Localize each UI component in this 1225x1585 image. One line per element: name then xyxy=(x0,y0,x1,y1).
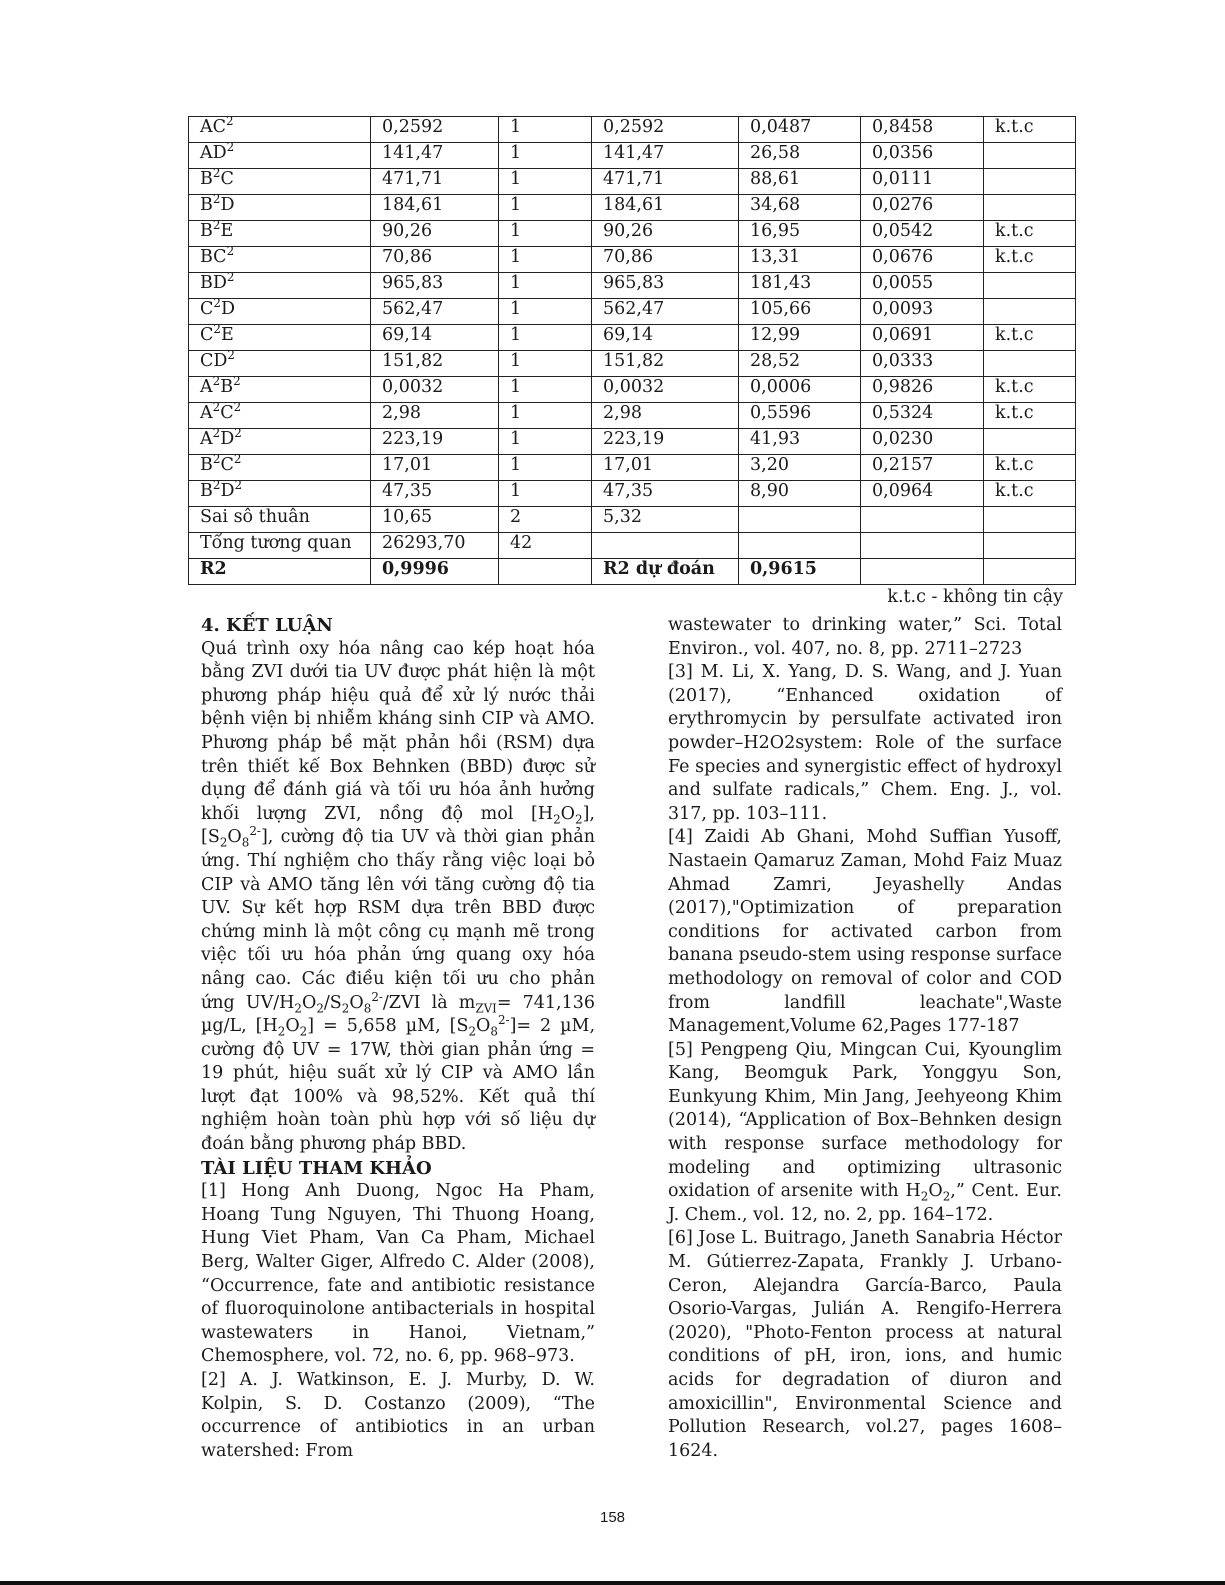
table-cell xyxy=(739,507,861,533)
bottom-rule xyxy=(0,1581,1225,1585)
table-cell: 223,19 xyxy=(371,429,499,455)
table-cell: 0,0055 xyxy=(861,273,984,299)
table-cell xyxy=(984,429,1076,455)
table-cell: 1 xyxy=(499,273,592,299)
table-row xyxy=(189,377,1076,403)
reference-item: [2] A. J. Watkinson, E. J. Murby, D. W. Kolpin, S. D. Costanzo (2009), “The occurrence of antibiotics in an urban watershed: From xyxy=(201,1370,595,1461)
table-cell: 90,26 xyxy=(592,221,739,247)
table-cell: 90,26 xyxy=(371,221,499,247)
reference-item: [3] M. Li, X. Yang, D. S. Wang, and J. Yuan (2017), “Enhanced oxidation of erythromycin by persulfate activated iron powder–H2O2system: Role of the surface Fe species and synergistic effect of hydroxyl and sulfate radicals,” Chem. Eng. J., vol. 317, pp. 103–111. xyxy=(668,662,1062,824)
table-cell: 1 xyxy=(499,247,592,273)
table-cell: 69,14 xyxy=(592,325,739,351)
table-cell: 0,2592 xyxy=(592,117,739,143)
table-cell: R2 dự đoán xyxy=(592,559,739,585)
left-column xyxy=(201,614,595,1463)
table-row xyxy=(189,247,1076,273)
table-cell: 47,35 xyxy=(371,481,499,507)
table-cell: 1 xyxy=(499,143,592,169)
table-cell: 1 xyxy=(499,117,592,143)
table-cell: Tổng tương quan xyxy=(189,533,371,559)
table-cell: 0,9615 xyxy=(739,559,861,585)
table-cell: 0,0093 xyxy=(861,299,984,325)
table-body xyxy=(189,117,1076,585)
page-number: 158 xyxy=(599,1509,626,1526)
table-cell: 141,47 xyxy=(371,143,499,169)
anova-table xyxy=(188,116,1076,585)
table-cell: $C^2E$ xyxy=(189,325,371,351)
table-cell: $AC^2$ xyxy=(189,117,371,143)
table-footnote: k.t.c - không tin cậy xyxy=(887,587,1063,607)
conclusion-heading: 4. KẾT LUẬN xyxy=(201,615,333,636)
table-row xyxy=(189,481,1076,507)
table-row xyxy=(189,143,1076,169)
table-cell: $BC^2$ xyxy=(189,247,371,273)
table-cell: 28,52 xyxy=(739,351,861,377)
table-cell: $B^2D$ xyxy=(189,195,371,221)
table-cell: 184,61 xyxy=(371,195,499,221)
table-cell: 151,82 xyxy=(371,351,499,377)
right-column xyxy=(668,614,1062,1463)
table-cell: 0,0111 xyxy=(861,169,984,195)
table-cell: 0,2592 xyxy=(371,117,499,143)
table-cell: 0,0032 xyxy=(592,377,739,403)
table-cell: 562,47 xyxy=(371,299,499,325)
table-cell xyxy=(984,169,1076,195)
table-cell xyxy=(984,559,1076,585)
table-cell: 34,68 xyxy=(739,195,861,221)
table-cell: 0,5596 xyxy=(739,403,861,429)
table-cell: k.t.c xyxy=(984,247,1076,273)
table-cell xyxy=(592,533,739,559)
table-cell xyxy=(739,533,861,559)
table-cell: $C^2D$ xyxy=(189,299,371,325)
table-cell xyxy=(861,559,984,585)
table-row xyxy=(189,507,1076,533)
table-cell: 965,83 xyxy=(371,273,499,299)
table-cell: 223,19 xyxy=(592,429,739,455)
table-cell: 17,01 xyxy=(371,455,499,481)
table-cell: 42 xyxy=(499,533,592,559)
table-cell xyxy=(984,195,1076,221)
table-cell: 562,47 xyxy=(592,299,739,325)
table-cell: 2,98 xyxy=(592,403,739,429)
table-cell: 70,86 xyxy=(371,247,499,273)
table-cell: 184,61 xyxy=(592,195,739,221)
table-cell: 13,31 xyxy=(739,247,861,273)
table-cell: 151,82 xyxy=(592,351,739,377)
table-cell: $B^2C$ xyxy=(189,169,371,195)
table-cell xyxy=(861,507,984,533)
table-cell: 1 xyxy=(499,455,592,481)
table-cell: $A^2D^2$ xyxy=(189,429,371,455)
table-cell: 1 xyxy=(499,481,592,507)
table-cell: Sai sô thuân xyxy=(189,507,371,533)
table-cell: 1 xyxy=(499,377,592,403)
table-cell: $A^2B^2$ xyxy=(189,377,371,403)
table-cell: k.t.c xyxy=(984,403,1076,429)
table-cell: 1 xyxy=(499,429,592,455)
references-heading: TÀI LIỆU THAM KHẢO xyxy=(201,1157,432,1179)
table-cell: 0,2157 xyxy=(861,455,984,481)
table-cell: 1 xyxy=(499,299,592,325)
table-cell: 1 xyxy=(499,325,592,351)
table-cell: 12,99 xyxy=(739,325,861,351)
table-cell: 1 xyxy=(499,403,592,429)
reference-item: [1] Hong Anh Duong, Ngoc Ha Pham, Hoang Tung Nguyen, Thi Thuong Hoang, Hung Viet Pham, Van Ca Pham, Michael Berg, Walter Giger, Alfredo C. Alder (2008), “Occurrence, fate and antibiotic resistance of fluoroquinolone antibacterials in hospital wastewaters in Hanoi, Vietnam,” Chemosphere, vol. 72, no. 6, pp. 968–973. xyxy=(201,1181,595,1367)
table-cell xyxy=(984,299,1076,325)
table-cell: 0,0333 xyxy=(861,351,984,377)
table-cell: 0,8458 xyxy=(861,117,984,143)
table-cell: 0,0676 xyxy=(861,247,984,273)
references-list-left xyxy=(201,1180,595,1463)
reference-item: wastewater to drinking water,” Sci. Total Environ., vol. 407, no. 8, pp. 2711–2723 xyxy=(668,615,1062,659)
table-cell: $B^2E$ xyxy=(189,221,371,247)
table-cell: 0,0487 xyxy=(739,117,861,143)
table-cell xyxy=(984,143,1076,169)
table-row xyxy=(189,169,1076,195)
table-cell xyxy=(984,533,1076,559)
table-cell: 0,0006 xyxy=(739,377,861,403)
table-row xyxy=(189,533,1076,559)
table-cell: 1 xyxy=(499,195,592,221)
table-cell: 70,86 xyxy=(592,247,739,273)
table-cell: 471,71 xyxy=(371,169,499,195)
table-cell: 0,9996 xyxy=(371,559,499,585)
table-cell: 1 xyxy=(499,221,592,247)
table-row xyxy=(189,299,1076,325)
table-cell xyxy=(984,507,1076,533)
table-cell: 0,0356 xyxy=(861,143,984,169)
table-cell: $A^2C^2$ xyxy=(189,403,371,429)
table-row xyxy=(189,273,1076,299)
table-row xyxy=(189,195,1076,221)
table-row xyxy=(189,403,1076,429)
table-cell: $CD^2$ xyxy=(189,351,371,377)
table-cell: k.t.c xyxy=(984,117,1076,143)
table-cell xyxy=(984,351,1076,377)
table-cell: k.t.c xyxy=(984,325,1076,351)
table-cell: 41,93 xyxy=(739,429,861,455)
conclusion-paragraph: Quá trình oxy hóa nâng cao kép hoạt hóa bằng ZVI dưới tia UV được phát hiện là một phương pháp hiệu quả để xử lý nước thải bệnh viện bị nhiễm kháng sinh CIP và AMO. Phương pháp bề mặt phản hồi (RSM) dựa trên thiết kế Box Behnken (BBD) được sử dụng để đánh giá và tối ưu hóa ảnh hưởng khối lượng ZVI, nồng độ mol $[H_2O_2]$, $[S_2O_8^{2-}]$, cường độ tia UV và thời gian phản ứng. Thí nghiệm cho thấy rằng việc loại bỏ CIP và AMO tăng lên với tăng cường độ tia UV. Sự kết hợp RSM dựa trên BBD được chứng minh là một công cụ mạnh mẽ trong việc tối ưu hóa phản ứng quang oxy hóa nâng cao. Các điều kiện tối ưu cho phản ứng $UV/H_2O_2/S_2O_8^{2-}$/ZVI là $m_{ZVI}= 741,136$ µg/L, $[H_2O_2] = 5,658$ µM, $[S_2O_8^{2-}]= 2$ µM, cường độ UV = 17W, thời gian phản ứng = 19 phút, hiệu suất xử lý CIP và AMO lần lượt đạt 100% và 98,52%. Kết quả thí nghiệm hoàn toàn phù hợp với số liệu dự đoán bằng phương pháp BBD. xyxy=(201,638,596,1155)
table-cell: $B^2C^2$ xyxy=(189,455,371,481)
table-cell: 0,0542 xyxy=(861,221,984,247)
references-list-right xyxy=(668,614,1062,1463)
table-cell: 47,35 xyxy=(592,481,739,507)
table-cell: 965,83 xyxy=(592,273,739,299)
reference-item: [5] Pengpeng Qiu, Mingcan Cui, Kyounglim Kang, Beomguk Park, Yonggyu Son, Eunkyung Khim, Min Jang, Jeehyeong Khim (2014), “Application of Box–Behnken design with response surface methodology for modeling and optimizing ultrasonic oxidation of arsenite with $H_2O_2$,” Cent. Eur. J. Chem., vol. 12, no. 2, pp. 164–172. xyxy=(668,1039,1062,1225)
table-cell: 181,43 xyxy=(739,273,861,299)
table-cell: 0,0032 xyxy=(371,377,499,403)
table-cell: 471,71 xyxy=(592,169,739,195)
table-cell xyxy=(861,533,984,559)
table-cell: 0,5324 xyxy=(861,403,984,429)
table-cell: R2 xyxy=(189,559,371,585)
table-cell: 5,32 xyxy=(592,507,739,533)
table-row xyxy=(189,351,1076,377)
table-cell: 26293,70 xyxy=(371,533,499,559)
table-row xyxy=(189,559,1076,585)
table-cell: k.t.c xyxy=(984,221,1076,247)
table-cell: 10,65 xyxy=(371,507,499,533)
table-cell: 0,0230 xyxy=(861,429,984,455)
table-cell: $BD^2$ xyxy=(189,273,371,299)
table-cell: k.t.c xyxy=(984,481,1076,507)
table-cell: 0,9826 xyxy=(861,377,984,403)
table-cell: 17,01 xyxy=(592,455,739,481)
table-cell: 2 xyxy=(499,507,592,533)
table-row xyxy=(189,429,1076,455)
table-row xyxy=(189,455,1076,481)
table-cell: 26,58 xyxy=(739,143,861,169)
table-row xyxy=(189,325,1076,351)
table-cell: k.t.c xyxy=(984,377,1076,403)
table-cell: 0,0276 xyxy=(861,195,984,221)
table-cell: 2,98 xyxy=(371,403,499,429)
table-cell xyxy=(499,559,592,585)
table-cell: 3,20 xyxy=(739,455,861,481)
table-cell: $AD^2$ xyxy=(189,143,371,169)
table-cell: 69,14 xyxy=(371,325,499,351)
table-cell: 0,0964 xyxy=(861,481,984,507)
table-row xyxy=(189,117,1076,143)
reference-item: [4] Zaidi Ab Ghani, Mohd Suffian Yusoff, Nastaein Qamaruz Zaman, Mohd Faiz Muaz Ahmad Zamri, Jeyashelly Andas (2017),"Optimization of preparation conditions for activated carbon from banana pseudo-stem using response surface methodology on removal of color and COD from landfill leachate",Waste Management,Volume 62,Pages 177-187 xyxy=(668,827,1062,1037)
table-cell: 8,90 xyxy=(739,481,861,507)
table-cell: 0,0691 xyxy=(861,325,984,351)
table-cell: 88,61 xyxy=(739,169,861,195)
table-cell: $B^2D^2$ xyxy=(189,481,371,507)
table-cell xyxy=(984,273,1076,299)
table-cell: 1 xyxy=(499,351,592,377)
table-cell: k.t.c xyxy=(984,455,1076,481)
table-cell: 1 xyxy=(499,169,592,195)
reference-item: [6] Jose L. Buitrago, Janeth Sanabria Héctor M. Gútierrez-Zapata, Frankly J. Urbano-Ceron, Alejandra García-Barco, Paula Osorio-Vargas, Julián A. Rengifo-Herrera (2020), "Photo-Fenton process at natural conditions of pH, iron, ions, and humic acids for degradation of diuron and amoxicillin", Environmental Science and Pollution Research, vol.27, pages 1608–1624. xyxy=(668,1228,1062,1461)
table-cell: 141,47 xyxy=(592,143,739,169)
table-cell: 105,66 xyxy=(739,299,861,325)
table-row xyxy=(189,221,1076,247)
table-cell: 16,95 xyxy=(739,221,861,247)
